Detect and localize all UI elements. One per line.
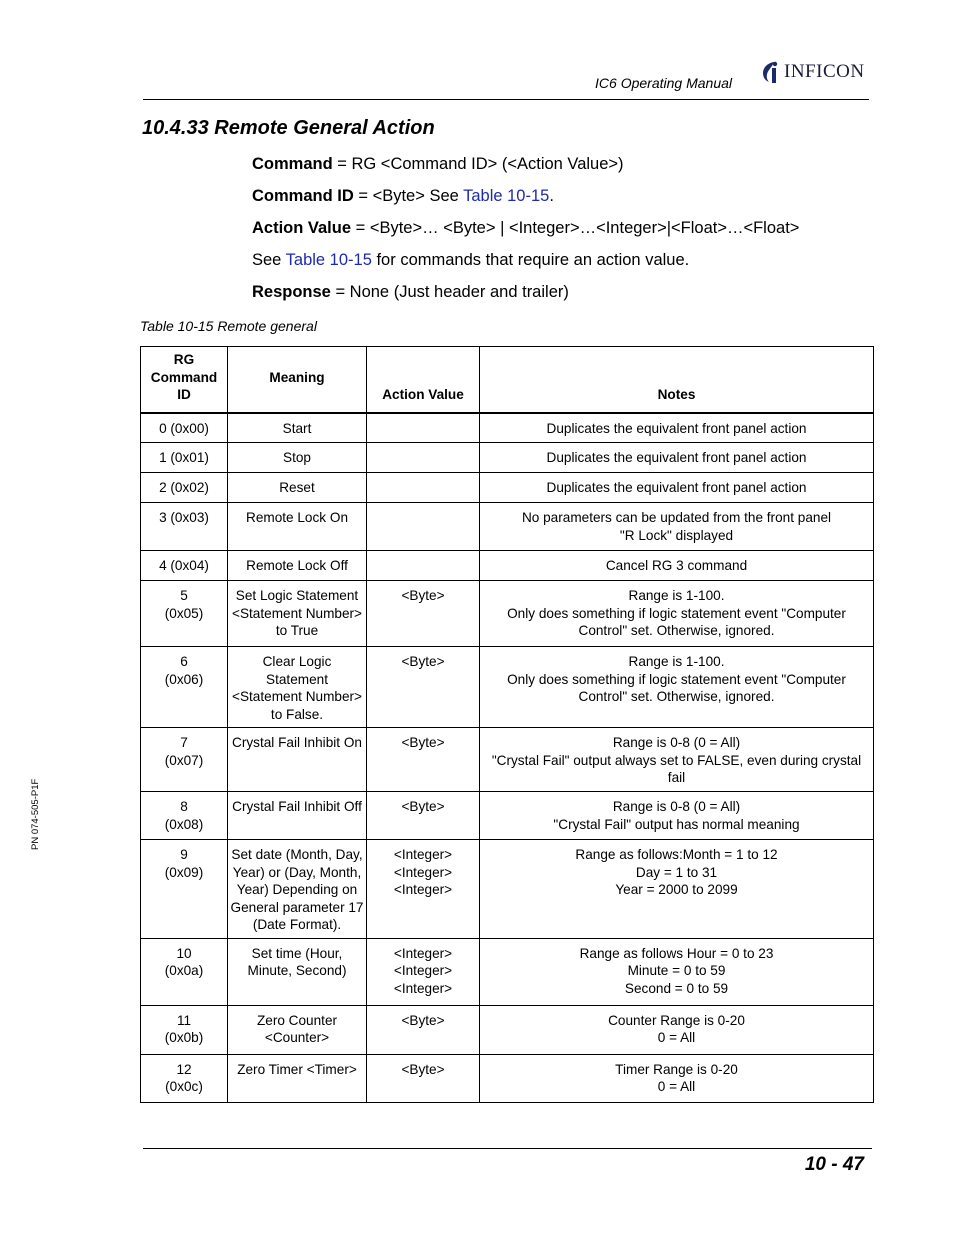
page-number: 10 - 47 xyxy=(804,1154,864,1175)
cell-action-value xyxy=(367,551,480,581)
cell-command-id: 5 (0x05) xyxy=(141,581,228,647)
cell-meaning: Start xyxy=(228,413,367,443)
cell-meaning: Zero Timer <Timer> xyxy=(228,1054,367,1102)
cell-command-id: 10 (0x0a) xyxy=(141,938,228,1005)
cell-meaning: Remote Lock On xyxy=(228,503,367,551)
table-row xyxy=(141,1005,874,1054)
cell-notes: Range as follows Hour = 0 to 23 Minute = 0 to 59 Second = 0 to 59 xyxy=(480,938,874,1005)
table-row xyxy=(141,551,874,581)
column-header-notes: Notes xyxy=(480,347,874,413)
action-value-label: Action Value xyxy=(252,219,352,237)
cell-command-id: 7 (0x07) xyxy=(141,728,228,792)
response-line xyxy=(252,283,569,302)
inficon-logo xyxy=(760,59,865,85)
cell-notes: Cancel RG 3 command xyxy=(480,551,874,581)
command-id-text: = <Byte> See xyxy=(353,187,464,205)
cell-meaning: Crystal Fail Inhibit Off xyxy=(228,792,367,840)
cell-notes: No parameters can be updated from the front panel "R Lock" displayed xyxy=(480,503,874,551)
cell-meaning: Zero Counter <Counter> xyxy=(228,1005,367,1054)
cell-meaning: Set date (Month, Day, Year) or (Day, Month, Year) Depending on General parameter 17 (Date Format). xyxy=(228,840,367,939)
table-row xyxy=(141,938,874,1005)
table-body xyxy=(141,413,874,1103)
cell-action-value xyxy=(367,503,480,551)
command-label: Command xyxy=(252,155,333,173)
cell-meaning: Remote Lock Off xyxy=(228,551,367,581)
footer-rule xyxy=(143,1148,872,1149)
command-line xyxy=(252,155,624,174)
command-text: = RG <Command ID> (<Action Value>) xyxy=(332,155,624,173)
table-link[interactable]: Table 10-15 xyxy=(463,187,550,205)
cell-notes: Duplicates the equivalent front panel action xyxy=(480,473,874,503)
table-row xyxy=(141,728,874,792)
cell-notes: Range as follows:Month = 1 to 12 Day = 1 to 31 Year = 2000 to 2099 xyxy=(480,840,874,939)
cell-action-value xyxy=(367,473,480,503)
cell-command-id: 6 (0x06) xyxy=(141,647,228,728)
cell-command-id: 12 (0x0c) xyxy=(141,1054,228,1102)
table-row xyxy=(141,647,874,728)
table-caption: Table 10-15 Remote general xyxy=(140,318,317,334)
table-row xyxy=(141,581,874,647)
table-row xyxy=(141,1054,874,1102)
action-value-text: = <Byte>… <Byte> | <Integer>…<Integer>|<Float>…<Float> xyxy=(351,219,800,237)
cell-notes: Range is 0-8 (0 = All) "Crystal Fail" output always set to FALSE, even during crystal fail xyxy=(480,728,874,792)
header-rule xyxy=(143,99,869,100)
table-row xyxy=(141,503,874,551)
response-text: = None (Just header and trailer) xyxy=(330,283,569,301)
cell-action-value: <Byte> xyxy=(367,647,480,728)
table-row xyxy=(141,413,874,443)
cell-command-id: 8 (0x08) xyxy=(141,792,228,840)
cell-notes: Range is 1-100. Only does something if logic statement event "Computer Control" set. Otherwise, ignored. xyxy=(480,647,874,728)
cell-meaning: Reset xyxy=(228,473,367,503)
command-id-label: Command ID xyxy=(252,187,354,205)
cell-command-id: 1 (0x01) xyxy=(141,443,228,473)
cell-meaning: Set time (Hour, Minute, Second) xyxy=(228,938,367,1005)
cell-meaning: Clear Logic Statement <Statement Number> to False. xyxy=(228,647,367,728)
inficon-logo-icon xyxy=(760,60,782,84)
column-header-action-value: Action Value xyxy=(367,347,480,413)
cell-command-id: 3 (0x03) xyxy=(141,503,228,551)
see-table-line xyxy=(252,251,689,270)
action-value-line xyxy=(252,219,799,238)
cell-action-value: <Byte> xyxy=(367,581,480,647)
cell-action-value: <Integer> <Integer> <Integer> xyxy=(367,938,480,1005)
column-header-meaning: Meaning xyxy=(228,347,367,413)
table-link[interactable]: Table 10-15 xyxy=(285,251,372,269)
table-row xyxy=(141,443,874,473)
see-text: See xyxy=(252,251,286,269)
table-row xyxy=(141,840,874,939)
cell-notes: Duplicates the equivalent front panel action xyxy=(480,443,874,473)
section-title: 10.4.33 Remote General Action xyxy=(142,117,435,139)
logo-wordmark: INFICON xyxy=(784,61,865,82)
see-end: for commands that require an action value. xyxy=(371,251,690,269)
command-id-line xyxy=(252,187,554,206)
remote-general-table xyxy=(140,346,874,1103)
table-row xyxy=(141,473,874,503)
cell-notes: Counter Range is 0-20 0 = All xyxy=(480,1005,874,1054)
table-row xyxy=(141,792,874,840)
cell-action-value: <Byte> xyxy=(367,728,480,792)
cell-action-value: <Integer> <Integer> <Integer> xyxy=(367,840,480,939)
cell-meaning: Stop xyxy=(228,443,367,473)
cell-action-value: <Byte> xyxy=(367,792,480,840)
cell-notes: Duplicates the equivalent front panel action xyxy=(480,413,874,443)
cell-meaning: Set Logic Statement <Statement Number> to True xyxy=(228,581,367,647)
column-header-rg-command-id: RG Command ID xyxy=(141,347,228,413)
cell-command-id: 2 (0x02) xyxy=(141,473,228,503)
cell-notes: Range is 0-8 (0 = All) "Crystal Fail" output has normal meaning xyxy=(480,792,874,840)
cell-action-value xyxy=(367,413,480,443)
cell-action-value: <Byte> xyxy=(367,1005,480,1054)
cell-notes: Timer Range is 0-20 0 = All xyxy=(480,1054,874,1102)
cell-command-id: 4 (0x04) xyxy=(141,551,228,581)
cell-command-id: 9 (0x09) xyxy=(141,840,228,939)
manual-title: IC6 Operating Manual xyxy=(595,75,732,91)
response-label: Response xyxy=(252,283,331,301)
cell-action-value xyxy=(367,443,480,473)
part-number: PN 074-505-P1F xyxy=(30,778,41,850)
cell-meaning: Crystal Fail Inhibit On xyxy=(228,728,367,792)
cell-notes: Range is 1-100. Only does something if logic statement event "Computer Control" set. Otherwise, ignored. xyxy=(480,581,874,647)
cell-command-id: 0 (0x00) xyxy=(141,413,228,443)
command-id-end: . xyxy=(549,187,554,205)
table-header-row xyxy=(141,347,874,413)
cell-action-value: <Byte> xyxy=(367,1054,480,1102)
cell-command-id: 11 (0x0b) xyxy=(141,1005,228,1054)
